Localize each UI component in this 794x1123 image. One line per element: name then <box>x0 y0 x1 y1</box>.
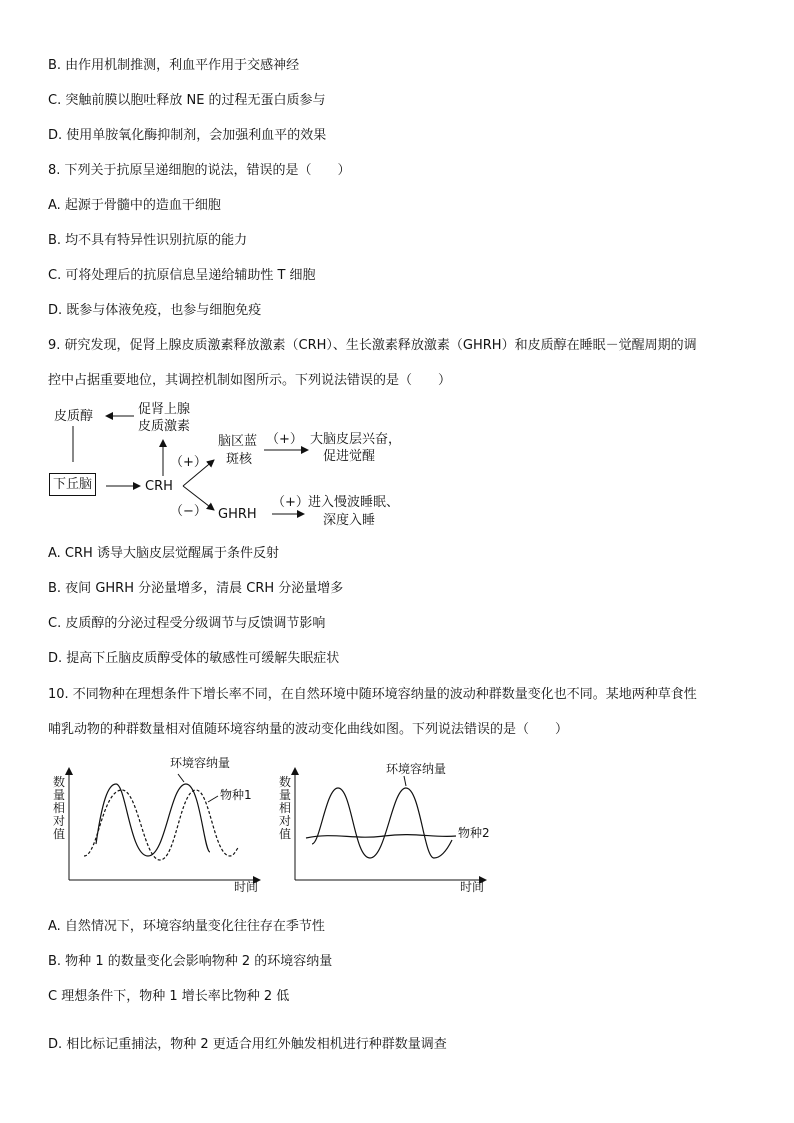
q7-option-b: B. 由作用机制推测，利血平作用于交感神经 <box>48 58 300 73</box>
graph-species-1 <box>48 752 288 898</box>
q10-option-b: B. 物种 1 的数量变化会影响物种 2 的环境容纳量 <box>48 954 333 969</box>
q8-option-c: C. 可将处理后的抗原信息呈递给辅助性 T 细胞 <box>48 268 316 283</box>
q8-stem: 8. 下列关于抗原呈递细胞的说法，错误的是（ ） <box>48 163 351 178</box>
q8-option-a: A. 起源于骨髓中的造血干细胞 <box>48 198 221 213</box>
minus-sign-lower: （−） <box>170 504 207 519</box>
arousal-label-line2: 促进觉醒 <box>323 449 376 464</box>
q7-option-c: C. 突触前膜以胞吐释放 NE 的过程无蛋白质参与 <box>48 93 326 108</box>
crh-label: CRH <box>145 479 173 494</box>
x-axis-label: 时间 <box>460 880 485 894</box>
q10-stem-line1: 10. 不同物种在理想条件下增长率不同，在自然环境中随环境容纳量的波动种群数量变化也不同。某地两种草食性 <box>48 687 697 702</box>
q9-option-b: B. 夜间 GHRH 分泌量增多，清晨 CRH 分泌量增多 <box>48 581 344 596</box>
locus-label-line2: 斑核 <box>226 452 253 467</box>
species-2-curve <box>306 835 456 838</box>
species-1-curve <box>84 790 238 860</box>
locus-label-line1: 脑区蓝 <box>218 434 258 449</box>
q9-stem-line2: 控中占据重要地位，其调控机制如图所示。下列说法错误的是（ ） <box>48 373 452 388</box>
carrying-capacity-curve <box>312 788 452 858</box>
arousal-label-line1: 大脑皮层兴奋， <box>310 432 402 447</box>
carrying-capacity-curve <box>96 784 210 856</box>
carrying-capacity-label: 环境容纳量 <box>170 756 231 770</box>
species-1-leader <box>208 796 218 802</box>
q10-option-d: D. 相比标记重捕法，物种 2 更适合用红外触发相机进行种群数量调查 <box>48 1037 447 1052</box>
q9-stem-line1: 9. 研究发现，促肾上腺皮质激素释放激素（CRH）、生长激素释放激素（GHRH）和皮质醇在睡眠－觉醒周期的调 <box>48 338 697 353</box>
q10-option-a: A. 自然情况下，环境容纳量变化往往存在季节性 <box>48 919 325 934</box>
k-label-leader <box>178 774 184 782</box>
acth-label-line1: 促肾上腺 <box>138 402 191 417</box>
k-label-leader <box>404 776 406 786</box>
species-2-label: 物种2 <box>458 826 490 840</box>
plus-sign-arousal: （+） <box>266 432 303 447</box>
hypothalamus-box: 下丘脑 <box>49 473 96 496</box>
sleep-label-line1: 进入慢波睡眠、 <box>308 495 400 510</box>
q8-option-d: D. 既参与体液免疫，也参与细胞免疫 <box>48 303 262 318</box>
q10-option-c: C 理想条件下，物种 1 增长率比物种 2 低 <box>48 989 290 1004</box>
x-axis-label: 时间 <box>234 880 259 894</box>
q8-option-b: B. 均不具有特异性识别抗原的能力 <box>48 233 248 248</box>
sleep-label-line2: 深度入睡 <box>323 513 376 528</box>
y-axis-label: 数量相对值 <box>52 775 65 841</box>
q9-option-c: C. 皮质醇的分泌过程受分级调节与反馈调节影响 <box>48 616 326 631</box>
q10-stem-line2: 哺乳动物的种群数量相对值随环境容纳量的波动变化曲线如图。下列说法错误的是（ ） <box>48 722 569 737</box>
q9-option-d: D. 提高下丘脑皮质醇受体的敏感性可缓解失眠症状 <box>48 651 340 666</box>
regulation-diagram <box>40 400 440 536</box>
graph-species-2 <box>274 752 514 898</box>
y-axis-label: 数量相对值 <box>278 775 291 841</box>
ghrh-label: GHRH <box>218 507 257 522</box>
graph-species-1-plot <box>48 752 288 898</box>
cortisol-label: 皮质醇 <box>54 409 94 424</box>
q7-option-d: D. 使用单胺氧化酶抑制剂，会加强利血平的效果 <box>48 128 327 143</box>
acth-label-line2: 皮质激素 <box>138 419 191 434</box>
plus-sign-upper: （+） <box>170 455 207 470</box>
q9-option-a: A. CRH 诱导大脑皮层觉醒属于条件反射 <box>48 546 279 561</box>
carrying-capacity-label: 环境容纳量 <box>386 762 447 776</box>
plus-sign-sleep: （+） <box>272 495 309 510</box>
species-1-label: 物种1 <box>220 788 252 802</box>
